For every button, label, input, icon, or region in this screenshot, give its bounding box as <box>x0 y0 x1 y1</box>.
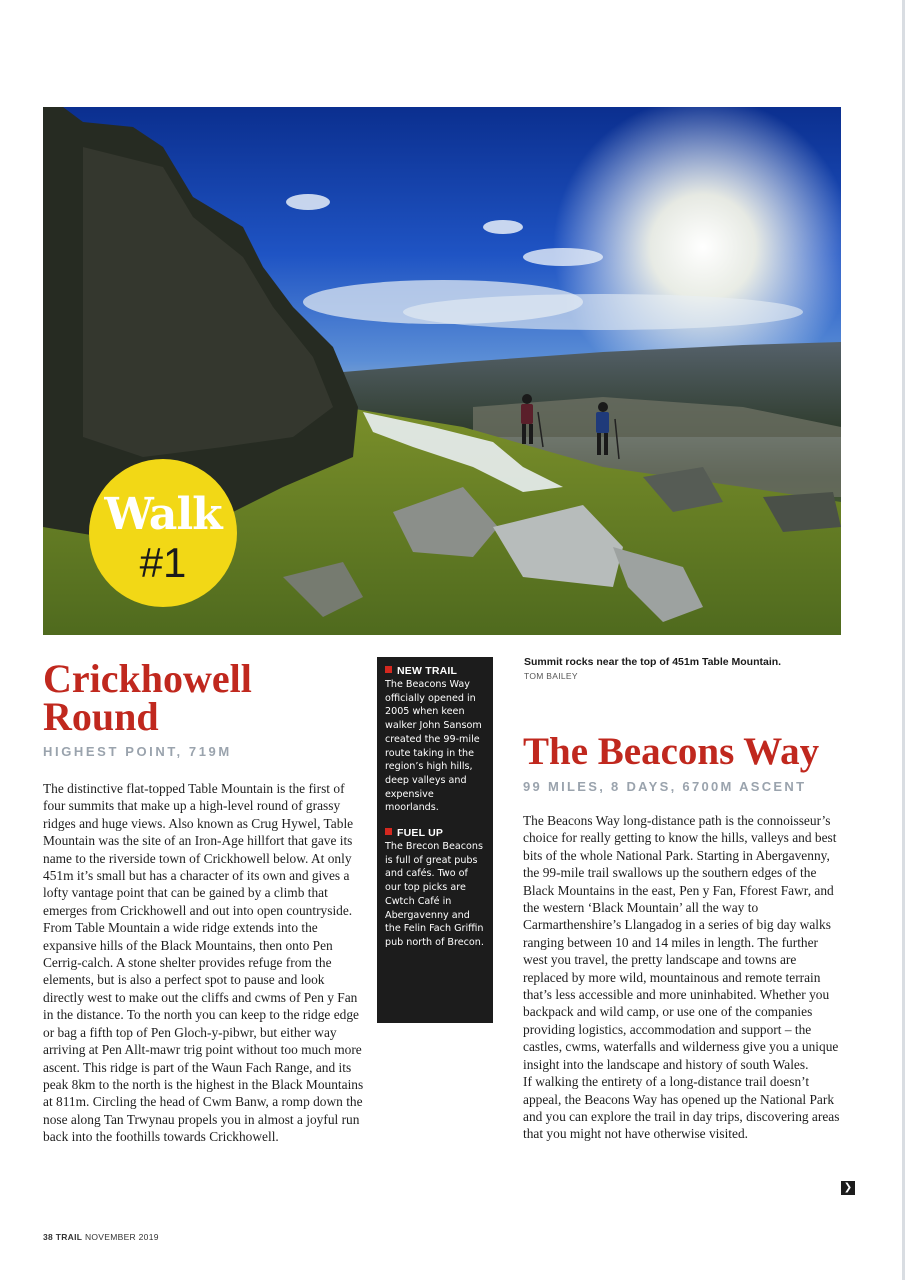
cloud <box>286 194 330 210</box>
sidebar-heading <box>385 827 485 839</box>
badge-word: Walk <box>104 489 222 540</box>
sidebar-heading-text: FUEL UP <box>397 827 444 840</box>
issue-date: NOVEMBER 2019 <box>84 1232 159 1242</box>
caption-text: Summit rocks near the top of 451m Table Mountain. <box>524 656 782 668</box>
chevron-right-icon[interactable]: ❯ <box>841 1181 855 1195</box>
beacons-title: The Beacons Way <box>523 730 820 773</box>
sidebar-heading <box>385 665 485 677</box>
beacons-paragraph: The Beacons Way long-distance path is the connoisseur’s choice for really getting to know the hills, valleys and best bits of the whole National Park. Starting in Abergavenny, the 99-mile trail swallows up the southern edges of the Black Mountains in the east, Pen y Fan, Fforest Fawr, and the western ‘Black Mountain’ all the way to Carmarthenshire’s Llangadog in a series of big day walks ranging between 10 and 14 miles in length. The further west you travel, the pretty landscape and towns are replaced by more wild, mountainous and remote terrain that’s less accessible and more uninhabited. Whether you backpack and wild camp, or use one of the companies providing logistics, accommodation and support – the castles, cwms, waterfalls and wilderness give you a unique insight into the landscape and history of south Wales. <box>523 813 839 1072</box>
hero-photo <box>43 107 841 635</box>
magazine-name: TRAIL <box>55 1232 83 1242</box>
photo-caption <box>524 656 824 681</box>
beacons-subtitle: 99 MILES, 8 DAYS, 6700M ASCENT <box>523 779 807 794</box>
walk-title: Crickhowell Round <box>43 656 252 739</box>
red-square-icon <box>385 828 392 835</box>
walk-badge <box>89 459 237 607</box>
beacons-body <box>523 812 843 1143</box>
page-footer <box>43 1232 159 1242</box>
sidebar-text: The Brecon Beacons is full of great pubs and cafés. Two of our top picks are Cwtch Café in Abergavenny and the Felin Fach Griffin pub north of Brecon. <box>385 841 484 948</box>
badge-number: #1 <box>139 539 187 586</box>
info-sidebar <box>377 657 493 1023</box>
sidebar-text: The Beacons Way officially opened in 2005 when keen walker John Sansom created the 99-mile route taking in the region’s high hills, deep valleys and expensive moorlands. <box>385 679 482 814</box>
page-number: 38 <box>43 1232 54 1242</box>
cloud <box>523 248 603 266</box>
caption-credit: TOM BAILEY <box>524 671 578 681</box>
red-square-icon <box>385 666 392 673</box>
walk-subtitle: HIGHEST POINT, 719M <box>43 744 232 759</box>
beacons-paragraph: If walking the entirety of a long-distance trail doesn’t appeal, the Beacons Way has opened up the National Park and you can explore the trail in day trips, discovering areas that you might not have otherwise visited. <box>523 1074 840 1142</box>
cloud <box>483 220 523 234</box>
walk-body: The distinctive flat-topped Table Mountain is the first of four summits that make up a high-level round of grassy ridges and huge views. Also known as Crug Hywel, Table Mountain was the site of an Iron-Age hillfort that gave its name to the riverside town of Crickhowell below. At only 451m it’s small but has a character of its own and gives a lofty vantage point that can be gained by a climb that emerges from Crickhowell and out into open countryside. From Table Mountain a wide ridge extends into the expansive hills of the Black Mountains, then onto Pen Cerrig-calch. A stone shelter provides refuge from the elements, but is also a perfect spot to pause and look directly west to make out the cliffs and cwms of Pen y Fan in the distance. To the north you can keep to the ridge edge or bag a fifth top of Pen Gloch-y-pibwr, but either way arriving at Pen Allt-mawr trig point without too much more ascent. This ridge is part of the Waun Fach Range, and its peak 8km to the north is the highest in the Black Mountains at 811m. Circling the head of Cwm Banw, a romp down the nose along Tan Trwynau propels you in almost a joyful run back into the foothills towards Crickhowell. <box>43 781 364 1145</box>
sidebar-heading-text: NEW TRAIL <box>397 665 458 677</box>
cloud <box>403 294 803 330</box>
rock-crag-shade <box>83 147 333 457</box>
